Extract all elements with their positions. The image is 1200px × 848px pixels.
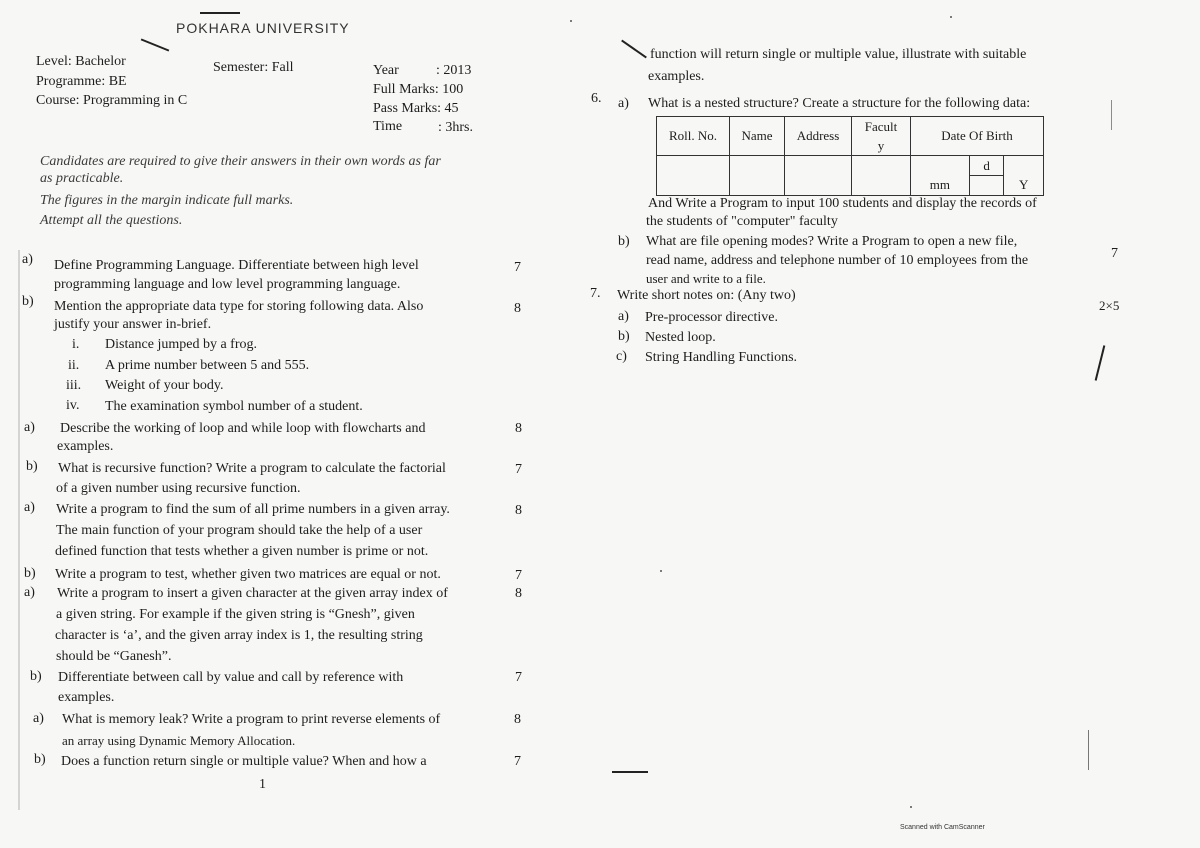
- university-title: POKHARA UNIVERSITY: [176, 20, 350, 36]
- question-letter: a): [22, 252, 33, 267]
- question-text: justify your answer in-brief.: [54, 317, 212, 332]
- question-text: The main function of your program should take the help of a user: [56, 523, 423, 538]
- question-marks: 8: [514, 301, 521, 316]
- question-letter: a): [24, 585, 35, 600]
- year-value: : 2013: [436, 63, 472, 78]
- table-header-faculty: Facult: [852, 117, 911, 137]
- question-text: Differentiate between call by value and call by reference with: [58, 670, 404, 685]
- time-value: : 3hrs.: [438, 120, 473, 135]
- question-letter: a): [24, 420, 35, 435]
- table-cell: [730, 156, 785, 196]
- note-letter: a): [618, 309, 629, 324]
- question-text: examples.: [58, 690, 115, 705]
- question-number: 7.: [590, 286, 601, 301]
- scan-mark: [1095, 345, 1106, 380]
- data-item-number: iii.: [66, 378, 82, 393]
- question-marks: 8: [515, 421, 522, 436]
- data-item-number: ii.: [68, 358, 80, 373]
- question-text: examples.: [57, 439, 114, 454]
- question-marks: 7: [515, 670, 522, 685]
- page-number: 1: [259, 777, 266, 792]
- question-text: character is ‘a’, and the given array index is 1, the resulting string: [55, 628, 423, 643]
- question-letter: b): [618, 234, 630, 249]
- data-item-number: iv.: [66, 398, 80, 413]
- table-header-name: Name: [730, 117, 785, 156]
- question-text: the students of "computer" faculty: [646, 214, 838, 229]
- question-text: programming language and low level programming language.: [54, 277, 401, 292]
- course-label: Course: Programming in C: [36, 93, 188, 108]
- instruction-line: Candidates are required to give their answers in their own words as far: [40, 154, 441, 169]
- question-text: What is a nested structure? Create a structure for the following data:: [648, 96, 1031, 111]
- programme-label: Programme: BE: [36, 74, 127, 89]
- note-text: Pre-processor directive.: [645, 310, 778, 325]
- structure-table: [656, 116, 1044, 196]
- question-text: Write a program to insert a given character at the given array index of: [57, 586, 448, 601]
- semester-label: Semester: Fall: [213, 60, 294, 75]
- table-header-faculty-cont: y: [852, 136, 911, 156]
- question-marks: 7: [1111, 246, 1118, 261]
- table-cell: [852, 156, 911, 196]
- question-letter: b): [26, 459, 38, 474]
- table-header-dob: Date Of Birth: [911, 117, 1044, 156]
- question-text: an array using Dynamic Memory Allocation.: [62, 733, 296, 748]
- question-text: read name, address and telephone number of 10 employees from the: [646, 253, 1029, 268]
- question-text: Define Programming Language. Differentiate between high level: [54, 258, 419, 273]
- time-label: Time: [373, 119, 403, 134]
- table-header-roll: Roll. No.: [657, 117, 730, 156]
- data-item-text: The examination symbol number of a student.: [105, 399, 363, 414]
- table-cell: [785, 156, 852, 196]
- scan-speck: [570, 20, 572, 22]
- pass-marks: Pass Marks: 45: [373, 101, 459, 116]
- question-text: Write short notes on: (Any two): [617, 288, 796, 303]
- instruction-line: as practicable.: [40, 171, 124, 186]
- note-letter: c): [616, 349, 627, 364]
- question-number: 6.: [591, 91, 602, 106]
- scan-mark: [1088, 730, 1089, 770]
- question-text: What are file opening modes? Write a Program to open a new file,: [646, 234, 1018, 249]
- scan-speck: [660, 570, 662, 572]
- data-item-text: Weight of your body.: [105, 378, 224, 393]
- data-item-text: A prime number between 5 and 555.: [105, 358, 310, 373]
- question-marks: 7: [515, 568, 522, 583]
- question-text: of a given number using recursive function.: [56, 481, 301, 496]
- question-marks: 7: [515, 462, 522, 477]
- table-cell-day: d: [969, 156, 1004, 176]
- data-item-number: i.: [72, 337, 80, 352]
- table-cell-year: Y: [1004, 176, 1044, 196]
- question-text: Write a program to find the sum of all prime numbers in a given array.: [56, 502, 450, 517]
- question-text: And Write a Program to input 100 students and display the records of: [648, 196, 1037, 211]
- question-marks: 8: [515, 586, 522, 601]
- year-label: Year: [373, 63, 399, 78]
- question-text: What is memory leak? Write a program to print reverse elements of: [62, 712, 441, 727]
- scan-mark: [141, 38, 170, 51]
- note-text: String Handling Functions.: [645, 350, 798, 365]
- question-text: What is recursive function? Write a program to calculate the factorial: [58, 461, 446, 476]
- scan-mark: [621, 40, 647, 59]
- table-cell: [911, 156, 970, 176]
- question-letter: a): [24, 500, 35, 515]
- question-text: defined function that tests whether a given number is prime or not.: [55, 544, 429, 559]
- question-letter: b): [22, 294, 34, 309]
- question-letter: a): [618, 96, 629, 111]
- question-letter: b): [34, 752, 46, 767]
- question-text: Does a function return single or multiple value? When and how a: [61, 754, 427, 769]
- instruction-line: The figures in the margin indicate full marks.: [40, 193, 294, 208]
- note-text: Nested loop.: [645, 330, 716, 345]
- data-item-text: Distance jumped by a frog.: [105, 337, 258, 352]
- question-text: should be “Ganesh”.: [56, 649, 172, 664]
- question-text: Mention the appropriate data type for storing following data. Also: [54, 299, 424, 314]
- level-label: Level: Bachelor: [36, 54, 126, 69]
- question-letter: a): [33, 711, 44, 726]
- table-cell: [657, 156, 730, 196]
- continued-text: examples.: [648, 69, 705, 84]
- question-letter: b): [24, 566, 36, 581]
- question-text: Write a program to test, whether given two matrices are equal or not.: [55, 567, 441, 582]
- table-header-address: Address: [785, 117, 852, 156]
- question-marks: 2×5: [1099, 298, 1120, 313]
- question-letter: b): [30, 669, 42, 684]
- question-marks: 7: [514, 260, 521, 275]
- table-cell: [969, 176, 1004, 196]
- question-text: Describe the working of loop and while loop with flowcharts and: [60, 421, 426, 436]
- scanner-watermark: Scanned with CamScanner: [900, 824, 985, 831]
- table-cell-month: mm: [911, 176, 970, 196]
- table-cell: [1004, 156, 1044, 176]
- continued-text: function will return single or multiple value, illustrate with suitable: [650, 47, 1027, 62]
- scan-speck: [950, 16, 952, 18]
- question-marks: 8: [514, 712, 521, 727]
- full-marks: Full Marks: 100: [373, 82, 464, 97]
- instruction-line: Attempt all the questions.: [40, 213, 183, 228]
- question-marks: 8: [515, 503, 522, 518]
- scan-mark: [200, 12, 240, 14]
- margin-shadow: [18, 250, 20, 810]
- question-text: a given string. For example if the given string is “Gnesh”, given: [56, 607, 415, 622]
- question-text: user and write to a file.: [646, 271, 766, 286]
- note-letter: b): [618, 329, 630, 344]
- scan-mark: [1111, 100, 1112, 130]
- question-marks: 7: [514, 754, 521, 769]
- scan-speck: [910, 806, 912, 808]
- scan-mark: [612, 771, 648, 773]
